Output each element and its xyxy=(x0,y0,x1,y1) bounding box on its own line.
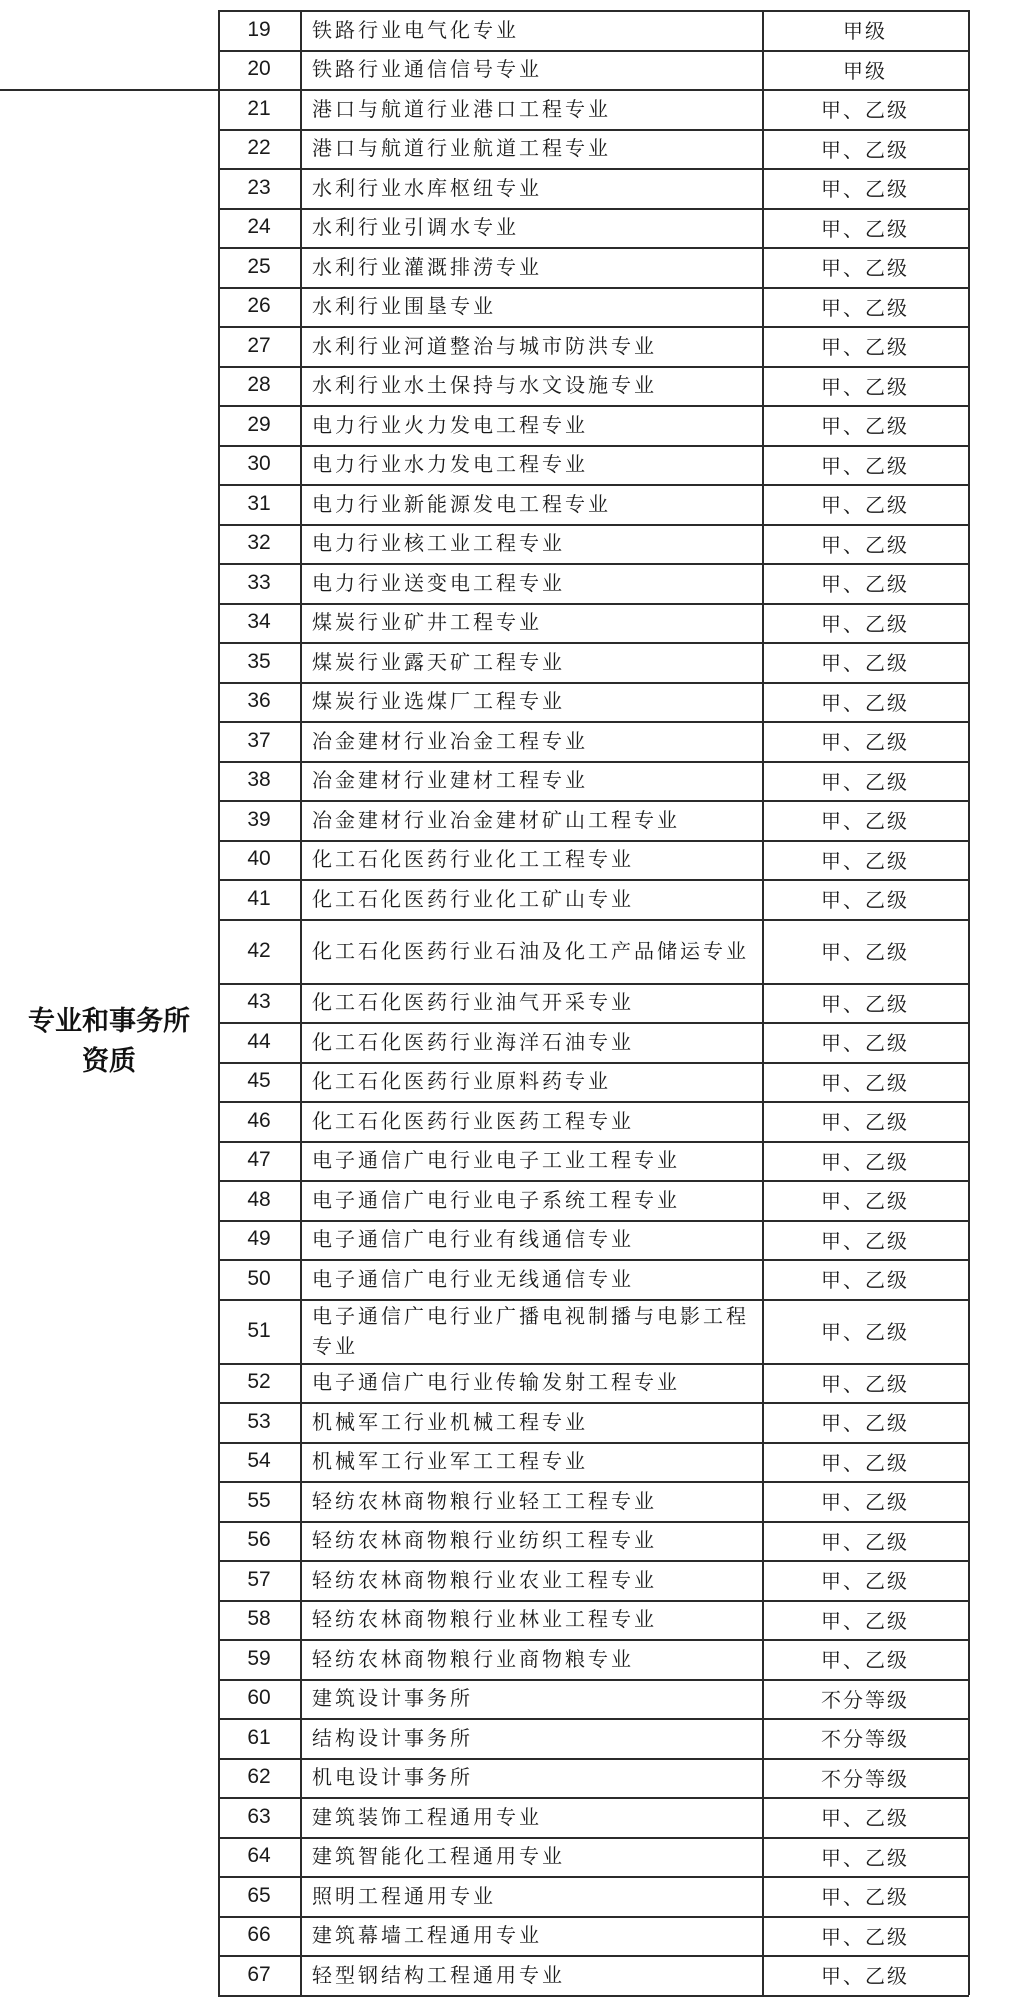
specialty-name: 轻纺农林商物粮行业商物粮专业 xyxy=(312,1646,634,1671)
row-number: 51 xyxy=(247,1318,271,1342)
row-number: 63 xyxy=(247,1804,271,1828)
specialty-name: 电力行业水力发电工程专业 xyxy=(312,452,588,477)
qualification-grade: 甲、乙级 xyxy=(821,1885,909,1910)
specialty-name: 冶金建材行业冶金工程专业 xyxy=(312,728,588,753)
row-number: 56 xyxy=(247,1528,271,1552)
specialty-name: 电子通信广电行业传输发射工程专业 xyxy=(312,1370,680,1395)
specialty-name: 化工石化医药行业海洋石油专业 xyxy=(312,1029,634,1054)
specialty-name: 轻纺农林商物粮行业农业工程专业 xyxy=(312,1567,657,1592)
row-number: 43 xyxy=(247,990,271,1014)
category-label xyxy=(0,89,218,1995)
qualification-grade: 甲、乙级 xyxy=(821,611,909,636)
row-number: 35 xyxy=(247,649,271,673)
specialty-name: 电子通信广电行业电子工业工程专业 xyxy=(312,1148,680,1173)
specialty-name: 机械军工行业军工工程专业 xyxy=(312,1449,588,1474)
qualification-grade: 甲、乙级 xyxy=(821,1569,909,1594)
qualification-grade: 甲、乙级 xyxy=(821,1189,909,1214)
qualification-grade: 甲、乙级 xyxy=(821,1411,909,1436)
specialty-name: 煤炭行业露天矿工程专业 xyxy=(312,649,565,674)
row-number: 54 xyxy=(247,1449,271,1473)
specialty-name: 电力行业核工业工程专业 xyxy=(312,531,565,556)
qualification-grade: 甲、乙级 xyxy=(821,1110,909,1135)
qualification-grade: 不分等级 xyxy=(821,1687,909,1712)
qualification-grade: 甲、乙级 xyxy=(821,809,909,834)
row-number: 59 xyxy=(247,1646,271,1670)
row-number: 36 xyxy=(247,689,271,713)
row-number: 30 xyxy=(247,452,271,476)
row-number: 21 xyxy=(247,96,271,120)
row-number: 28 xyxy=(247,373,271,397)
qualification-grade: 甲、乙级 xyxy=(821,730,909,755)
specialty-name: 化工石化医药行业化工矿山专业 xyxy=(312,886,634,911)
row-number: 65 xyxy=(247,1883,271,1907)
qualification-grade: 甲、乙级 xyxy=(821,1149,909,1174)
specialty-name: 建筑装饰工程通用专业 xyxy=(312,1804,542,1829)
qualification-grade: 甲、乙级 xyxy=(821,1529,909,1554)
category-label-line: 专业和事务所 xyxy=(28,1005,190,1037)
row-number: 24 xyxy=(247,215,271,239)
specialty-name: 轻型钢结构工程通用专业 xyxy=(312,1962,565,1987)
qualification-grade: 甲、乙级 xyxy=(821,493,909,518)
row-number: 64 xyxy=(247,1844,271,1868)
qualification-grade: 甲、乙级 xyxy=(821,453,909,478)
row-number: 53 xyxy=(247,1409,271,1433)
specialty-name: 化工石化医药行业医药工程专业 xyxy=(312,1108,634,1133)
qualification-grade: 甲、乙级 xyxy=(821,690,909,715)
specialty-name: 水利行业灌溉排涝专业 xyxy=(312,254,542,279)
specialty-name: 冶金建材行业冶金建材矿山工程专业 xyxy=(312,807,680,832)
row-number: 37 xyxy=(247,728,271,752)
row-number: 44 xyxy=(247,1029,271,1053)
specialty-name: 电力行业新能源发电工程专业 xyxy=(312,491,611,516)
qualification-grade: 甲、乙级 xyxy=(821,98,909,123)
qualification-grade: 甲、乙级 xyxy=(821,1964,909,1989)
specialty-name: 电子通信广电行业广播电视制播与电影工程专业 xyxy=(312,1303,749,1358)
qualification-grade: 甲、乙级 xyxy=(821,769,909,794)
row-number: 49 xyxy=(247,1227,271,1251)
specialty-name: 化工石化医药行业原料药专业 xyxy=(312,1069,611,1094)
qualification-grade: 甲、乙级 xyxy=(821,1320,909,1344)
qualification-grade: 甲、乙级 xyxy=(821,848,909,873)
qualification-grade: 甲、乙级 xyxy=(821,1648,909,1673)
qualification-grade: 甲、乙级 xyxy=(821,1450,909,1475)
qualification-grade: 甲、乙级 xyxy=(821,414,909,439)
row-number: 46 xyxy=(247,1108,271,1132)
qualification-grade: 甲、乙级 xyxy=(821,216,909,241)
row-number: 33 xyxy=(247,570,271,594)
specialty-name: 化工石化医药行业化工工程专业 xyxy=(312,847,634,872)
row-number: 39 xyxy=(247,807,271,831)
qualification-grade: 甲、乙级 xyxy=(821,1031,909,1056)
qualification-grade: 甲、乙级 xyxy=(821,1806,909,1831)
specialty-name: 照明工程通用专业 xyxy=(312,1883,496,1908)
row-number: 32 xyxy=(247,531,271,555)
specialty-name: 水利行业水库枢纽专业 xyxy=(312,175,542,200)
specialty-name: 水利行业围垦专业 xyxy=(312,294,496,319)
qualification-grade: 甲、乙级 xyxy=(821,1070,909,1095)
qualification-grade: 甲、乙级 xyxy=(821,940,909,964)
row-number: 19 xyxy=(247,17,271,41)
row-number: 20 xyxy=(247,57,271,81)
column-divider xyxy=(968,10,970,1995)
qualification-grade: 甲级 xyxy=(843,19,887,44)
specialty-name: 化工石化医药行业石油及化工产品储运专业 xyxy=(312,938,749,963)
row-number: 48 xyxy=(247,1187,271,1211)
qualification-grade: 甲、乙级 xyxy=(821,651,909,676)
row-number: 57 xyxy=(247,1567,271,1591)
specialty-name: 建筑设计事务所 xyxy=(312,1686,473,1711)
row-number: 62 xyxy=(247,1765,271,1789)
specialty-name: 冶金建材行业建材工程专业 xyxy=(312,768,588,793)
row-number: 23 xyxy=(247,175,271,199)
qualification-grade: 甲、乙级 xyxy=(821,1268,909,1293)
qualification-grade: 不分等级 xyxy=(821,1766,909,1791)
specialty-name: 煤炭行业矿井工程专业 xyxy=(312,610,542,635)
specialty-name: 轻纺农林商物粮行业林业工程专业 xyxy=(312,1607,657,1632)
qualification-grade: 甲、乙级 xyxy=(821,1490,909,1515)
specialty-name: 电力行业火力发电工程专业 xyxy=(312,412,588,437)
qualification-grade: 甲、乙级 xyxy=(821,374,909,399)
row-number: 42 xyxy=(247,938,271,962)
qualification-grade: 甲、乙级 xyxy=(821,572,909,597)
row-number: 40 xyxy=(247,847,271,871)
specialty-name: 结构设计事务所 xyxy=(312,1725,473,1750)
specialty-name: 水利行业水土保持与水文设施专业 xyxy=(312,373,657,398)
specialty-name: 电子通信广电行业有线通信专业 xyxy=(312,1227,634,1252)
row-number: 29 xyxy=(247,412,271,436)
qualification-grade: 甲、乙级 xyxy=(821,1371,909,1396)
qualification-grade: 甲、乙级 xyxy=(821,256,909,281)
row-divider xyxy=(218,1995,969,1997)
qualification-grade: 甲、乙级 xyxy=(821,335,909,360)
qualification-grade: 甲、乙级 xyxy=(821,991,909,1016)
specialty-name: 轻纺农林商物粮行业轻工工程专业 xyxy=(312,1488,657,1513)
row-number: 25 xyxy=(247,254,271,278)
specialty-name: 轻纺农林商物粮行业纺织工程专业 xyxy=(312,1528,657,1553)
row-number: 26 xyxy=(247,294,271,318)
specialty-name: 建筑幕墙工程通用专业 xyxy=(312,1923,542,1948)
specialty-name: 建筑智能化工程通用专业 xyxy=(312,1844,565,1869)
row-number: 60 xyxy=(247,1686,271,1710)
specialty-name: 铁路行业通信信号专业 xyxy=(312,57,542,82)
qualification-grade: 甲、乙级 xyxy=(821,177,909,202)
specialty-name: 机电设计事务所 xyxy=(312,1765,473,1790)
row-number: 41 xyxy=(247,886,271,910)
specialty-name: 港口与航道行业航道工程专业 xyxy=(312,136,611,161)
row-number: 50 xyxy=(247,1266,271,1290)
row-number: 66 xyxy=(247,1923,271,1947)
qualification-grade: 不分等级 xyxy=(821,1727,909,1752)
qualification-grade: 甲、乙级 xyxy=(821,1228,909,1253)
row-number: 38 xyxy=(247,768,271,792)
row-number: 31 xyxy=(247,491,271,515)
row-number: 45 xyxy=(247,1069,271,1093)
row-number: 55 xyxy=(247,1488,271,1512)
qualification-grade: 甲、乙级 xyxy=(821,1608,909,1633)
specialty-name: 水利行业引调水专业 xyxy=(312,215,519,240)
category-label-line: 资质 xyxy=(82,1045,136,1077)
qualification-grade: 甲、乙级 xyxy=(821,1845,909,1870)
qualification-grade: 甲级 xyxy=(843,58,887,83)
specialty-name: 机械军工行业机械工程专业 xyxy=(312,1409,588,1434)
qualification-grade: 甲、乙级 xyxy=(821,532,909,557)
row-number: 52 xyxy=(247,1370,271,1394)
row-number: 47 xyxy=(247,1148,271,1172)
qualification-grade: 甲、乙级 xyxy=(821,295,909,320)
specialty-name: 水利行业河道整治与城市防洪专业 xyxy=(312,333,657,358)
specialty-name: 煤炭行业选煤厂工程专业 xyxy=(312,689,565,714)
row-number: 27 xyxy=(247,333,271,357)
specialty-name: 化工石化医药行业油气开采专业 xyxy=(312,990,634,1015)
row-number: 58 xyxy=(247,1607,271,1631)
specialty-name: 铁路行业电气化专业 xyxy=(312,17,519,42)
specialty-name: 电子通信广电行业电子系统工程专业 xyxy=(312,1187,680,1212)
specialty-name: 港口与航道行业港口工程专业 xyxy=(312,96,611,121)
qualification-grade: 甲、乙级 xyxy=(821,137,909,162)
qualification-grade: 甲、乙级 xyxy=(821,1924,909,1949)
qualification-grade: 甲、乙级 xyxy=(821,888,909,913)
row-number: 34 xyxy=(247,610,271,634)
specialty-name: 电力行业送变电工程专业 xyxy=(312,570,565,595)
row-number: 67 xyxy=(247,1962,271,1986)
row-number: 22 xyxy=(247,136,271,160)
specialty-name: 电子通信广电行业无线通信专业 xyxy=(312,1266,634,1291)
row-number: 61 xyxy=(247,1725,271,1749)
